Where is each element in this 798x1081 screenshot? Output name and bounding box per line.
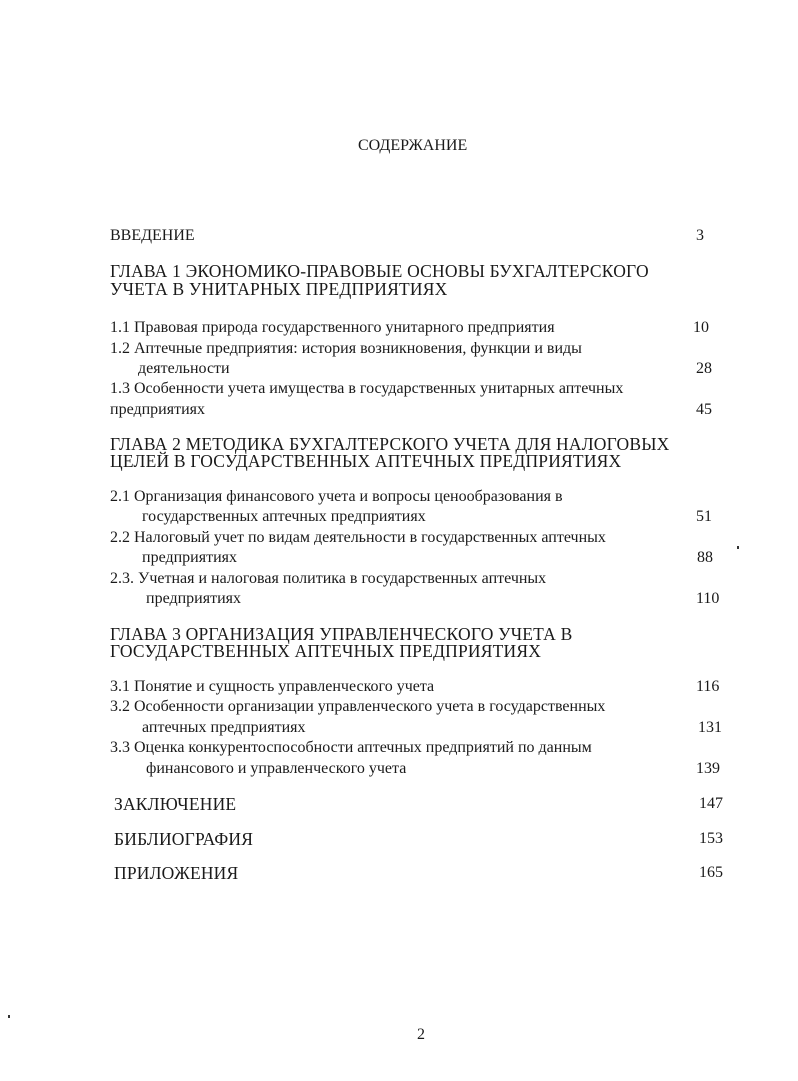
section-1-3-title-line-2: предприятиях — [110, 401, 205, 418]
chapter-2-title-line-1: ГЛАВА 2 МЕТОДИКА БУХГАЛТЕРСКОГО УЧЕТА ДЛЯ НАЛОГОВЫХ — [110, 434, 670, 454]
section-1-3-page: 45 — [696, 401, 712, 418]
section-1-1-title: 1.1 Правовая природа государственного унитарного предприятия — [110, 319, 555, 336]
section-1-2-page: 28 — [696, 360, 712, 377]
chapter-3-title-line-2: ГОСУДАРСТВЕННЫХ АПТЕЧНЫХ ПРЕДПРИЯТИЯХ — [110, 641, 542, 661]
toc-intro-label: ВВЕДЕНИЕ — [110, 227, 195, 244]
section-2-2-title-line-2: предприятиях — [142, 549, 237, 566]
toc-conclusion-label: ЗАКЛЮЧЕНИЕ — [114, 794, 237, 814]
section-3-3-title-line-2: финансового и управленческого учета — [146, 760, 407, 777]
section-3-2-title-line-2: аптечных предприятиях — [142, 719, 306, 736]
section-2-2-page: 88 — [697, 549, 713, 566]
section-3-1-title: 3.1 Понятие и сущность управленческого учета — [110, 678, 435, 695]
toc-bibliography-page: 153 — [699, 830, 723, 847]
toc-appendices-page: 165 — [699, 864, 723, 881]
section-2-3-title-line-2: предприятиях — [146, 590, 241, 607]
chapter-1-title-line-2: УЧЕТА В УНИТАРНЫХ ПРЕДПРИЯТИЯХ — [110, 279, 448, 299]
section-3-2-page: 131 — [698, 719, 722, 736]
toc-appendices-label: ПРИЛОЖЕНИЯ — [114, 863, 239, 883]
section-1-2-title-line-1: 1.2 Аптечные предприятия: история возникновения, функции и виды — [110, 340, 582, 357]
section-2-2-title-line-1: 2.2 Налоговый учет по видам деятельности в государственных аптечных — [110, 529, 606, 546]
chapter-2-title-line-2: ЦЕЛЕЙ В ГОСУДАРСТВЕННЫХ АПТЕЧНЫХ ПРЕДПРИЯТИЯХ — [110, 451, 622, 471]
toc-intro-page: 3 — [696, 227, 704, 244]
section-2-1-title-line-2: государственных аптечных предприятиях — [142, 508, 426, 525]
section-3-2-title-line-1: 3.2 Особенности организации управленческого учета в государственных — [110, 698, 606, 715]
section-3-1-page: 116 — [696, 678, 720, 695]
chapter-1-title-line-1: ГЛАВА 1 ЭКОНОМИКО-ПРАВОВЫЕ ОСНОВЫ БУХГАЛТЕРСКОГО — [110, 261, 649, 281]
toc-bibliography-label: БИБЛИОГРАФИЯ — [114, 829, 254, 849]
page-title: СОДЕРЖАНИЕ — [358, 137, 468, 154]
section-1-1-page: 10 — [693, 319, 709, 336]
scan-speck — [8, 1015, 10, 1018]
section-1-3-title-line-1: 1.3 Особенности учета имущества в государственных унитарных аптечных — [110, 380, 624, 397]
chapter-3-title-line-1: ГЛАВА 3 ОРГАНИЗАЦИЯ УПРАВЛЕНЧЕСКОГО УЧЕТА В — [110, 624, 573, 644]
section-2-3-page: 110 — [696, 590, 720, 607]
scan-speck — [737, 546, 739, 549]
page-number: 2 — [417, 1026, 425, 1043]
section-1-2-title-line-2: деятельности — [138, 360, 230, 377]
toc-conclusion-page: 147 — [699, 795, 723, 812]
section-2-1-page: 51 — [696, 508, 712, 525]
section-3-3-page: 139 — [696, 760, 720, 777]
section-2-1-title-line-1: 2.1 Организация финансового учета и вопросы ценообразования в — [110, 488, 563, 505]
section-2-3-title-line-1: 2.3. Учетная и налоговая политика в государственных аптечных — [110, 570, 547, 587]
section-3-3-title-line-1: 3.3 Оценка конкурентоспособности аптечных предприятий по данным — [110, 739, 592, 756]
